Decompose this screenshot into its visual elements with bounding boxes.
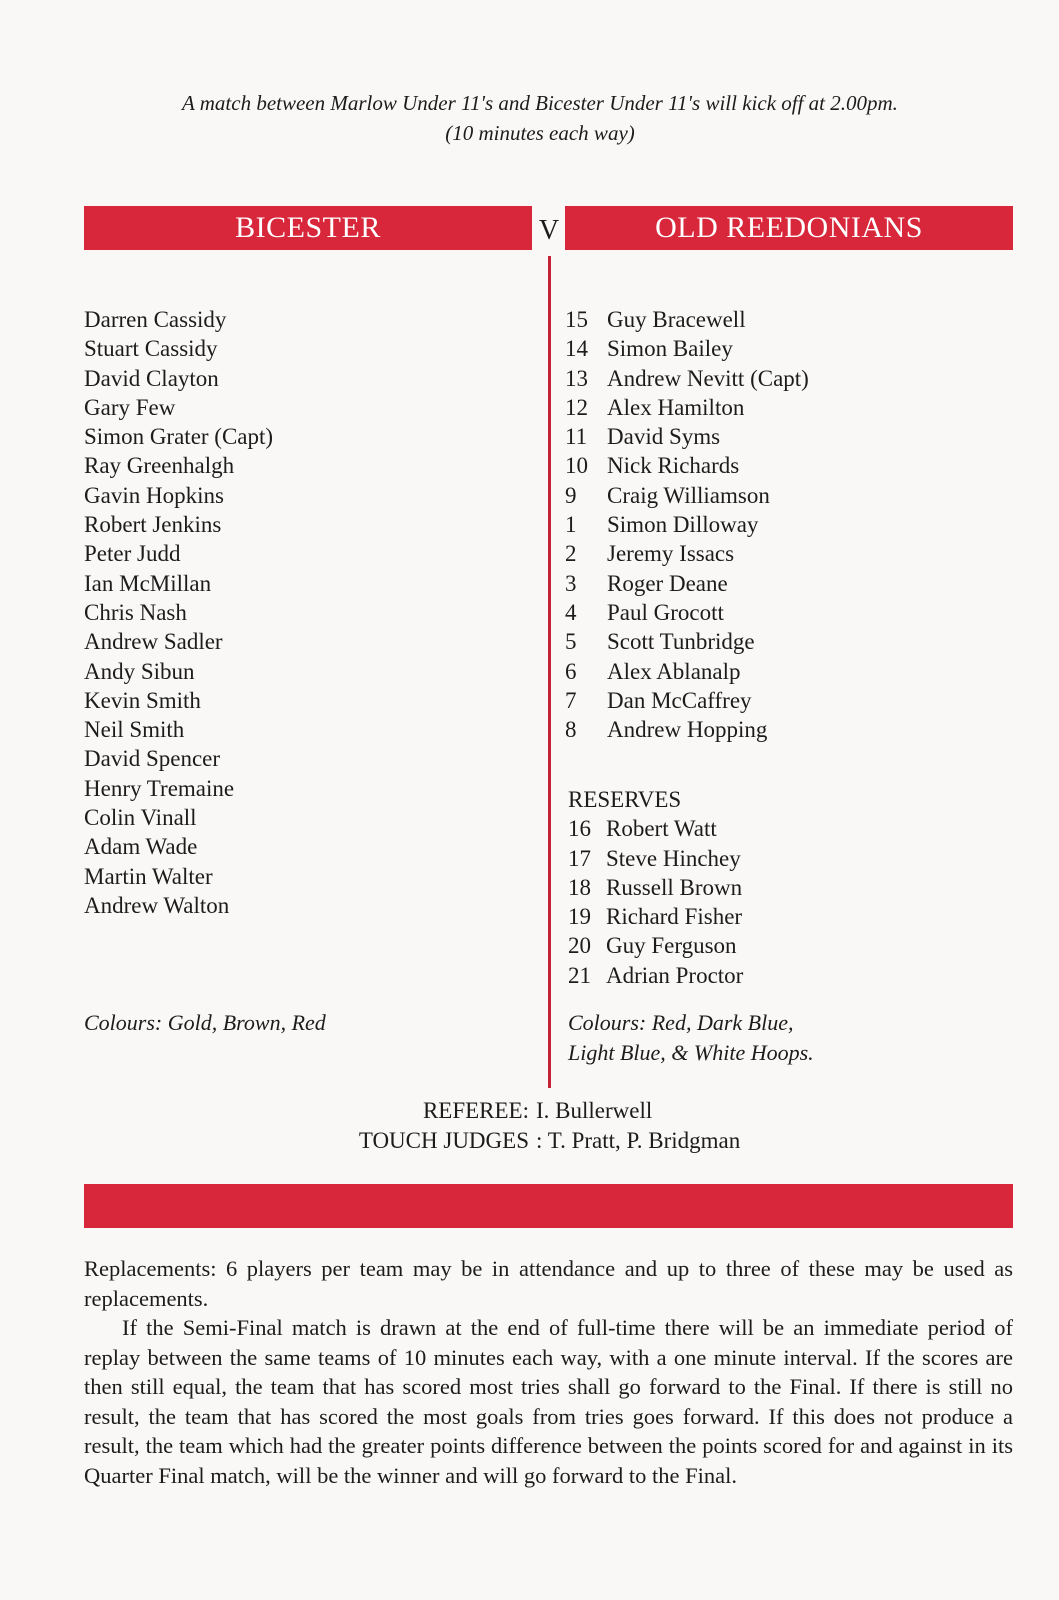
- player-name: Chris Nash: [84, 599, 187, 625]
- player-name: Alex Hamilton: [607, 394, 745, 420]
- player-number: 4: [565, 599, 577, 625]
- player-name: Andrew Sadler: [84, 629, 223, 655]
- player-name: Nick Richards: [607, 453, 740, 479]
- rules-paragraph-2: If the Semi-Final match is drawn at the end of full-time there will be an immediate period of replay between the same teams of 10 minutes each way, with a one minute interval. If the scores are then still equal, the team that has scored most tries shall go forward to the Final. If there is still no result, the team that has scored the most goals from tries goes forward. If this does not produce a result, the team which had the greater points difference between the points scored for and against in its Quarter Final match, will be the winner and will go forward to the Final.: [84, 1315, 1013, 1488]
- player-number: 12: [565, 394, 588, 420]
- player-name: Guy Ferguson: [606, 933, 737, 959]
- home-player-row: [84, 803, 273, 832]
- player-number: 11: [565, 424, 588, 450]
- player-name: David Clayton: [84, 365, 219, 391]
- versus-label: V: [538, 215, 560, 246]
- player-number: 7: [565, 687, 577, 713]
- player-name: Ray Greenhalgh: [84, 453, 235, 479]
- player-number: 19: [568, 904, 591, 930]
- reserve-player-row: [568, 902, 743, 931]
- home-player-list: [84, 305, 273, 920]
- player-name: Peter Judd: [84, 541, 181, 567]
- player-number: 14: [565, 336, 588, 362]
- touch-judges-row: [0, 1126, 1059, 1156]
- away-player-row: [565, 598, 809, 627]
- player-name: Andrew Hopping: [607, 717, 768, 743]
- player-name: Neil Smith: [84, 717, 185, 743]
- home-player-row: [84, 569, 273, 598]
- home-team-banner: BICESTER: [84, 206, 532, 250]
- home-player-row: [84, 657, 273, 686]
- player-name: Colin Vinall: [84, 805, 197, 831]
- player-name: Craig Williamson: [607, 482, 770, 508]
- player-number: 20: [568, 933, 591, 959]
- home-player-row: [84, 481, 273, 510]
- player-name: Darren Cassidy: [84, 307, 227, 332]
- player-number: 3: [565, 570, 577, 596]
- home-player-row: [84, 891, 273, 920]
- reserves-heading: RESERVES: [568, 787, 682, 812]
- home-player-row: [84, 744, 273, 773]
- away-colours: [568, 1008, 814, 1068]
- home-player-row: [84, 510, 273, 539]
- away-player-row: [565, 334, 809, 363]
- player-name: Adam Wade: [84, 834, 198, 860]
- home-player-row: [84, 832, 273, 861]
- player-name: Gavin Hopkins: [84, 482, 224, 508]
- home-player-row: [84, 334, 273, 363]
- touch-judges-value: : T. Pratt, P. Bridgman: [536, 1128, 741, 1153]
- player-name: Andrew Nevitt (Capt): [607, 365, 809, 391]
- rules-text: [84, 1254, 1013, 1490]
- player-name: Gary Few: [84, 394, 176, 420]
- player-name: David Syms: [607, 424, 721, 450]
- player-name: Jeremy Issacs: [607, 541, 735, 567]
- reserve-player-row: [568, 844, 743, 873]
- home-player-row: [84, 686, 273, 715]
- player-number: 15: [565, 307, 588, 332]
- player-name: Dan McCaffrey: [607, 687, 752, 713]
- away-player-row: [565, 481, 809, 510]
- red-separator-band: [84, 1184, 1013, 1228]
- reserve-player-row: [568, 961, 743, 990]
- away-player-row: [565, 539, 809, 568]
- away-team-banner: OLD REEDONIANS: [565, 206, 1013, 250]
- player-number: 2: [565, 541, 577, 567]
- player-number: 9: [565, 482, 577, 508]
- home-player-row: [84, 627, 273, 656]
- player-number: 18: [568, 874, 591, 900]
- away-player-list: [565, 305, 809, 744]
- player-name: Kevin Smith: [84, 687, 201, 713]
- home-player-row: [84, 862, 273, 891]
- player-number: 13: [565, 365, 588, 391]
- player-number: 6: [565, 658, 577, 684]
- player-number: 17: [568, 845, 591, 871]
- rules-paragraph-1: Replacements: 6 players per team may be in attendance and up to three of these may be used as replacements.: [84, 1256, 1013, 1311]
- reserve-player-row: [568, 931, 743, 960]
- home-player-row: [84, 393, 273, 422]
- touch-judges-label: TOUCH JUDGES: [358, 1128, 529, 1153]
- player-number: 10: [565, 453, 588, 479]
- reserves-section: [568, 785, 743, 990]
- away-player-row: [565, 715, 809, 744]
- player-name: Simon Dilloway: [607, 512, 759, 538]
- intro-line-1: A match between Marlow Under 11's and Bicester Under 11's will kick off at 2.00pm.: [182, 91, 898, 115]
- player-name: Russell Brown: [606, 874, 743, 900]
- home-player-row: [84, 774, 273, 803]
- player-name: Steve Hinchey: [606, 845, 741, 871]
- home-player-row: [84, 598, 273, 627]
- away-player-row: [565, 364, 809, 393]
- officials: [0, 1096, 1059, 1156]
- away-colours-line-1: Colours: Red, Dark Blue,: [568, 1010, 794, 1035]
- player-name: David Spencer: [84, 746, 221, 772]
- home-player-row: [84, 715, 273, 744]
- player-name: Richard Fisher: [606, 904, 743, 930]
- home-colours-text: Colours: Gold, Brown, Red: [84, 1010, 326, 1035]
- player-name: Simon Grater (Capt): [84, 424, 274, 450]
- player-name: Robert Watt: [606, 816, 717, 842]
- home-player-row: [84, 451, 273, 480]
- referee-row: [0, 1096, 1059, 1126]
- home-player-row: [84, 305, 273, 334]
- reserve-player-row: [568, 873, 743, 902]
- player-number: 16: [568, 816, 591, 842]
- player-name: Simon Bailey: [607, 336, 733, 362]
- player-name: Paul Grocott: [607, 599, 724, 625]
- player-name: Roger Deane: [607, 570, 728, 596]
- away-player-row: [565, 657, 809, 686]
- intro-line-2: (10 minutes each way): [445, 121, 635, 145]
- away-colours-line-2: Light Blue, & White Hoops.: [568, 1040, 814, 1065]
- player-name: Ian McMillan: [84, 570, 212, 596]
- player-name: Stuart Cassidy: [84, 336, 218, 362]
- column-divider: [548, 256, 551, 1088]
- player-name: Martin Walter: [84, 863, 213, 889]
- away-player-row: [565, 305, 809, 334]
- player-name: Adrian Proctor: [606, 962, 744, 988]
- player-number: 8: [565, 717, 577, 743]
- match-intro: [60, 88, 1020, 148]
- player-name: Andy Sibun: [84, 658, 195, 684]
- reserve-player-row: [568, 814, 743, 843]
- player-name: Henry Tremaine: [84, 775, 235, 801]
- home-player-row: [84, 422, 273, 451]
- away-player-row: [565, 569, 809, 598]
- away-player-row: [565, 393, 809, 422]
- home-player-row: [84, 364, 273, 393]
- referee-value: I. Bullerwell: [536, 1098, 653, 1123]
- away-player-row: [565, 422, 809, 451]
- player-name: Robert Jenkins: [84, 512, 222, 538]
- player-name: Andrew Walton: [84, 892, 230, 918]
- away-player-row: [565, 510, 809, 539]
- player-number: 21: [568, 962, 591, 988]
- home-player-row: [84, 539, 273, 568]
- referee-label: REFEREE:: [422, 1098, 529, 1123]
- player-name: Alex Ablanalp: [607, 658, 741, 684]
- player-name: Guy Bracewell: [607, 307, 746, 332]
- player-number: 1: [565, 512, 577, 538]
- player-number: 5: [565, 629, 577, 655]
- player-name: Scott Tunbridge: [607, 629, 755, 655]
- home-colours: [84, 1008, 326, 1038]
- reserves-list: [568, 814, 743, 990]
- away-player-row: [565, 451, 809, 480]
- away-player-row: [565, 627, 809, 656]
- away-player-row: [565, 686, 809, 715]
